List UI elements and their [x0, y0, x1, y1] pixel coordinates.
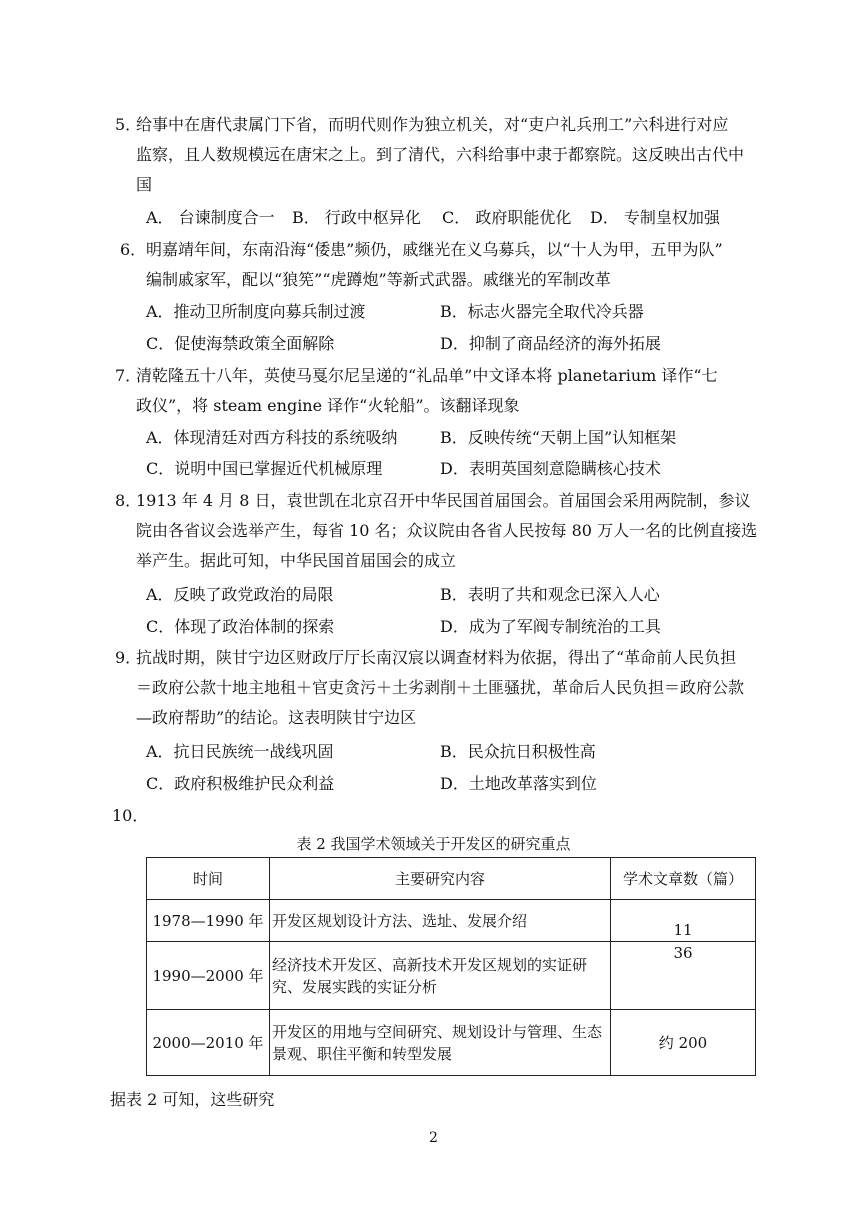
option-d[interactable]: D．土地改革落实到位 — [440, 774, 597, 793]
question-text-line: —政府帮助”的结论。这表明陕甘宁边区 — [136, 708, 417, 727]
cell-content: 开发区的用地与空间研究、规划设计与管理、生态景观、职住平衡和转型发展 — [270, 1010, 611, 1076]
question-number: 7． — [115, 366, 142, 385]
table-header-row — [147, 858, 756, 900]
question-number: 5． — [115, 115, 142, 134]
question-text-line: 编制戚家军，配以“狼筅”“虎蹲炮”等新式武器。戚继光的军制改革 — [146, 270, 611, 289]
option-c[interactable]: C．促使海禁政策全面解除 — [146, 334, 335, 353]
table-caption: 表 2 我国学术领域关于开发区的研究重点 — [296, 835, 571, 853]
cell-count: 11 — [611, 900, 756, 942]
question-number: 8． — [115, 491, 142, 510]
question-number: 6． — [120, 240, 147, 259]
table-row — [147, 900, 756, 942]
question-number: 9． — [115, 648, 142, 667]
question-text-line: 1913 年 4 月 8 日，袁世凯在北京召开中华民国首届国会。首届国会采用两院制，参议 — [136, 491, 751, 510]
header-content: 主要研究内容 — [270, 858, 611, 900]
cell-time: 1990—2000 年 — [147, 942, 270, 1010]
cell-time: 2000—2010 年 — [147, 1010, 270, 1076]
question-text-line: ＝政府公款十地主地租＋官吏贪污＋土劣剥削＋土匪骚扰，革命后人民负担＝政府公款 — [136, 678, 745, 697]
page-number: 2 — [429, 1130, 438, 1146]
question-number: 10． — [112, 806, 149, 825]
option-d[interactable]: D．成为了军阀专制统治的工具 — [440, 617, 661, 636]
question-text-line: 抗战时期，陕甘宁边区财政厅厅长南汉宸以调查材料为依据，得出了“革命前人民负担 — [136, 648, 737, 667]
question-text-line: 院由各省议会选举产生，每省 10 名；众议院由各省人民按每 80 万人一名的比例直接选 — [136, 521, 758, 540]
option-a[interactable]: A．推动卫所制度向募兵制过渡 — [146, 302, 366, 321]
header-count: 学术文章数（篇） — [611, 858, 756, 900]
option-d[interactable]: D．表明英国刻意隐瞒核心技术 — [440, 459, 661, 478]
option-c[interactable]: C． 政府职能优化 — [442, 208, 572, 227]
question-text-line: 政仪”，将 steam engine 译作“火轮船”。该翻译现象 — [136, 396, 520, 415]
option-a[interactable]: A．反映了政党政治的局限 — [146, 585, 334, 604]
cell-count: 36 — [611, 942, 756, 1010]
option-b[interactable]: B．标志火器完全取代冷兵器 — [440, 302, 644, 321]
cell-count: 约 200 — [611, 1010, 756, 1076]
question-text-line: 国 — [136, 175, 153, 194]
option-b[interactable]: B．民众抗日积极性高 — [440, 742, 596, 761]
option-a[interactable]: A．体现清廷对西方科技的系统吸纳 — [146, 428, 398, 447]
research-table — [146, 857, 756, 1076]
question-stem: 据表 2 可知，这些研究 — [110, 1090, 275, 1109]
table-row — [147, 942, 756, 1010]
option-a[interactable]: A． 台谏制度合一 — [146, 208, 275, 227]
option-d[interactable]: D． 专制皇权加强 — [590, 208, 720, 227]
option-c[interactable]: C．政府积极维护民众利益 — [146, 774, 335, 793]
header-time: 时间 — [147, 858, 270, 900]
option-a[interactable]: A．抗日民族统一战线巩固 — [146, 742, 334, 761]
cell-time: 1978—1990 年 — [147, 900, 270, 942]
option-c[interactable]: C．体现了政治体制的探索 — [146, 617, 335, 636]
question-text-line: 明嘉靖年间，东南沿海“倭患”频仍，戚继光在义乌募兵，以“十人为甲，五甲为队” — [146, 240, 723, 259]
cell-content: 开发区规划设计方法、选址、发展介绍 — [270, 900, 611, 942]
table-row — [147, 1010, 756, 1076]
option-b[interactable]: B．反映传统“天朝上国”认知框架 — [440, 428, 677, 447]
option-d[interactable]: D．抑制了商品经济的海外拓展 — [440, 334, 661, 353]
question-text-line: 监察，且人数规模远在唐宋之上。到了清代，六科给事中隶于都察院。这反映出古代中 — [136, 145, 745, 164]
option-b[interactable]: B．表明了共和观念已深入人心 — [440, 585, 660, 604]
option-c[interactable]: C．说明中国已掌握近代机械原理 — [146, 459, 383, 478]
option-b[interactable]: B． 行政中枢异化 — [292, 208, 421, 227]
question-text-line: 给事中在唐代隶属门下省，而明代则作为独立机关，对“吏户礼兵刑工”六科进行对应 — [136, 115, 729, 134]
question-text-line: 清乾隆五十八年，英使马戛尔尼呈递的“礼品单”中文译本将 planetarium 译作“七 — [136, 366, 718, 385]
cell-content: 经济技术开发区、高新技术开发区规划的实证研究、发展实践的实证分析 — [270, 942, 611, 1010]
question-text-line: 举产生。据此可知，中华民国首届国会的成立 — [136, 551, 457, 570]
